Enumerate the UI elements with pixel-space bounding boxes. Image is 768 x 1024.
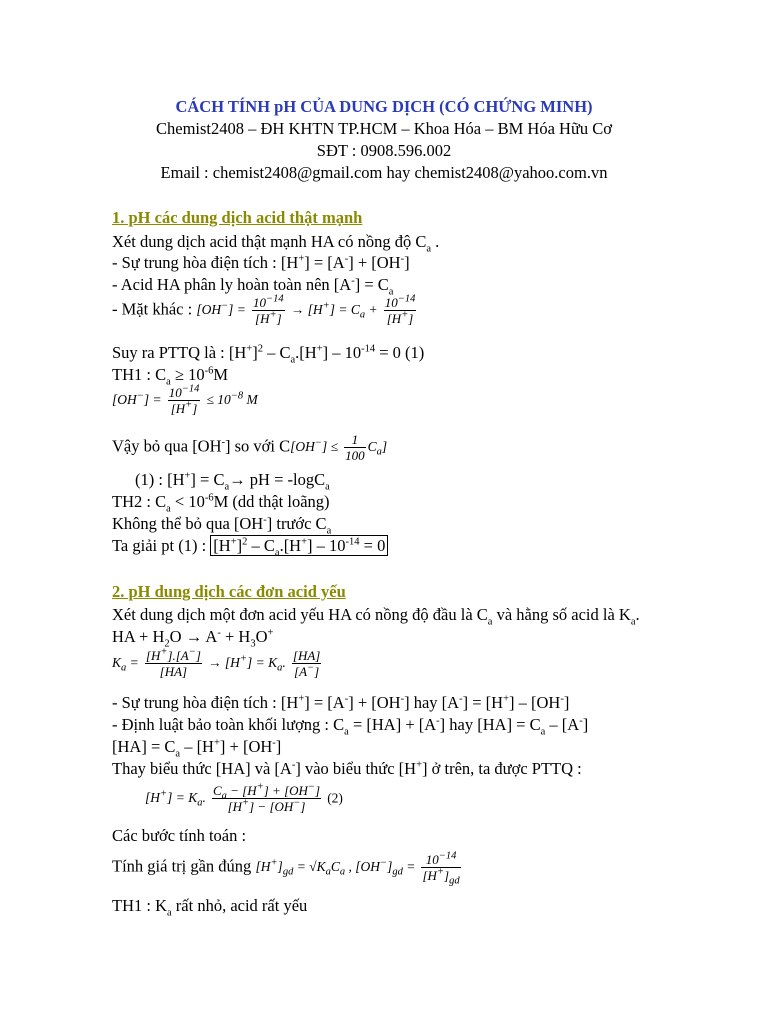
s1-charge-balance: - Sự trung hòa điện tích : [H+] = [A-] + [OH-] [112,253,410,272]
section-1-heading: 1. pH các dung dịch acid thật mạnh [112,208,363,227]
s2-case-1: TH1 : $K_a$ rất nhỏ, acid rất yếu [112,896,308,919]
s1-result-ph: (1) : $[H^+] = C_a\to$ pH = -logC$_a$ [135,470,330,493]
author-line: Chemist2408 – ĐH KHTN TP.HCM – Khoa Hóa – BM Hóa Hữu Cơ [156,119,612,138]
s2-ha-expression: $[HA] = C_a - [H^+] + [OH^-]$ [112,737,282,760]
s2-mass-balance: - Định luật bảo toàn khối lượng : $C_a = [HA] + [A^-]$ hay $[HA] = C_a - [A^-]$ [112,715,589,738]
phone-line: SĐT : 0908.596.002 [316,141,452,160]
email-line: Email : chemist2408@gmail.com hay chemist2408@yahoo.com.vn [160,163,608,182]
s1-cannot-ignore: Không thể bỏ qua [OH-] trước $C_a$ [112,514,332,537]
s2-steps-label: Các bước tính toán : [112,826,247,845]
s1-solve-equation: Ta giải pt (1) : $[H^+]^2 - C_a.[H^+] - 10^{-14} = 0$ [112,536,388,556]
s2-charge-balance: - Sự trung hòa điện tích : [H+] = [A-] + [OH-] hay [A-] = [H+] – [OH-] [112,693,570,712]
s1-ignore-oh: Vậy bỏ qua [OH-] so với C[OH−] ≤ $\frac{1}{100}$ $C_a$] [112,432,388,463]
s2-dissociation-reaction: HA + $H_2O \to A^- + H_3O^+$ [112,627,274,650]
s1-oh-bound: [OH−] = $\frac{10^{-14}}{[H^+]}$ ≤ $10^{-8}$ M [112,383,258,416]
s1-general-equation: Suy ra PTTQ là : $[H^+]^2 - C_a.[H^+] - 10^{-14} = 0$ (1) [112,343,425,366]
section-2-heading: 2. pH dung dịch các đơn acid yếu [112,582,346,601]
s1-dissociation: - Acid HA phân ly hoàn toàn nên $[A^-] = C_a$ [112,275,394,298]
s2-substitute-text: Thay biểu thức [HA] và [A-] vào biểu thức [H+] ở trên, ta được PTTQ : [112,759,582,778]
s2-ka-expression: $K_a$ = $\frac{[H^+].[A^-]}{[HA]}$ → $[H^+] = K_a$. $\frac{[HA]}{[A^-]}$ [112,646,321,679]
s1-other-hand: - Mặt khác : [OH−] = $\frac{10^{-14}}{[H^+]}$ → $[H^+] = C_a$ + $\frac{10^{-14}}{[H^+]}$ [112,293,416,326]
s1-case-1: TH1 : $C_a \ge 10^{-6}M$ [112,365,229,388]
s1-intro: Xét dung dịch acid thật mạnh HA có nồng độ $C_a$ . [112,232,440,255]
s2-intro: Xét dung dịch một đơn acid yếu HA có nồng độ đầu là $C_a$ và hằng số acid là $K_a$. [112,605,640,628]
s1-case-2: TH2 : $C_a < 10^{-6}M$ (dd thật loãng) [112,492,330,515]
document-title: CÁCH TÍNH pH CỦA DUNG DỊCH (CÓ CHỨNG MINH) [175,97,593,116]
s2-approx-values: Tính giá trị gần đúng $[H^+]_{gd} = √K_aC_a$ , $[OH^-]_{gd}$ = $\frac{10^{-14}}{[H^+]_{gd}}$ [112,850,460,887]
s2-general-equation: $[H^+] = K_a$. $\frac{C_a - [H^+] + [OH^-]}{[H^+] - [OH^-]}$ (2) [145,781,343,814]
